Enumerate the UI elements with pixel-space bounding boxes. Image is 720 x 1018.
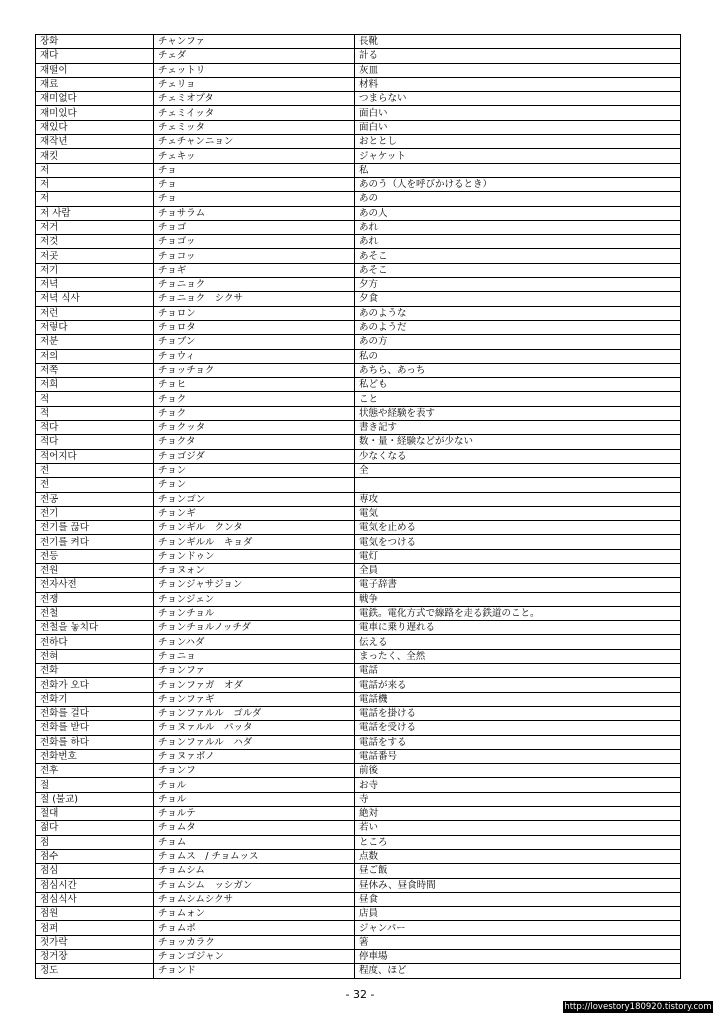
katakana-reading-cell: チョニョ — [154, 649, 355, 663]
table-row — [36, 606, 681, 620]
katakana-reading-cell: チョンゴジャン — [154, 950, 355, 964]
table-row — [36, 392, 681, 406]
korean-word-cell: 절 (불교) — [36, 792, 154, 806]
table-row — [36, 335, 681, 349]
katakana-reading-cell: チョムタ — [154, 821, 355, 835]
korean-word-cell: 전기를 끊다 — [36, 521, 154, 535]
katakana-reading-cell: チョギ — [154, 263, 355, 277]
japanese-meaning-cell: 私 — [355, 163, 681, 177]
japanese-meaning-cell: 数・量・経験などが少ない — [355, 435, 681, 449]
katakana-reading-cell: チョロタ — [154, 320, 355, 334]
katakana-reading-cell: チョニョク シクサ — [154, 292, 355, 306]
table-row — [36, 35, 681, 49]
japanese-meaning-cell: ところ — [355, 835, 681, 849]
table-row — [36, 363, 681, 377]
table-row — [36, 235, 681, 249]
korean-word-cell: 저녁 식사 — [36, 292, 154, 306]
korean-word-cell: 점 — [36, 835, 154, 849]
vocabulary-table — [35, 34, 681, 979]
katakana-reading-cell: チョ — [154, 163, 355, 177]
korean-word-cell: 전하다 — [36, 635, 154, 649]
japanese-meaning-cell: 前後 — [355, 764, 681, 778]
table-row — [36, 177, 681, 191]
table-row — [36, 907, 681, 921]
japanese-meaning-cell: 電気 — [355, 506, 681, 520]
table-row — [36, 320, 681, 334]
japanese-meaning-cell — [355, 478, 681, 492]
katakana-reading-cell: チェリョ — [154, 77, 355, 91]
table-row — [36, 135, 681, 149]
table-row — [36, 864, 681, 878]
katakana-reading-cell: チャンファ — [154, 35, 355, 49]
table-row — [36, 549, 681, 563]
japanese-meaning-cell: まったく、全然 — [355, 649, 681, 663]
japanese-meaning-cell: あちら、あっち — [355, 363, 681, 377]
korean-word-cell: 전후 — [36, 764, 154, 778]
korean-word-cell: 저희 — [36, 378, 154, 392]
japanese-meaning-cell: 夕方 — [355, 278, 681, 292]
katakana-reading-cell: チョムシム — [154, 864, 355, 878]
japanese-meaning-cell: 箸 — [355, 935, 681, 949]
korean-word-cell: 저의 — [36, 349, 154, 363]
korean-word-cell: 저녁 — [36, 278, 154, 292]
table-row — [36, 821, 681, 835]
vocabulary-table-body — [36, 35, 681, 979]
korean-word-cell: 적 — [36, 392, 154, 406]
korean-word-cell: 적어지다 — [36, 449, 154, 463]
table-row — [36, 749, 681, 763]
korean-word-cell: 전기를 켜다 — [36, 535, 154, 549]
korean-word-cell: 정도 — [36, 964, 154, 978]
table-row — [36, 506, 681, 520]
table-row — [36, 521, 681, 535]
table-row — [36, 192, 681, 206]
korean-word-cell: 정거장 — [36, 950, 154, 964]
table-row — [36, 249, 681, 263]
japanese-meaning-cell: 電灯 — [355, 549, 681, 563]
table-row — [36, 664, 681, 678]
katakana-reading-cell: チョムォン — [154, 907, 355, 921]
katakana-reading-cell: チョムシムシクサ — [154, 892, 355, 906]
japanese-meaning-cell: あのようだ — [355, 320, 681, 334]
katakana-reading-cell: チョムス / チョムッス — [154, 849, 355, 863]
japanese-meaning-cell: 夕食 — [355, 292, 681, 306]
japanese-meaning-cell: 灰皿 — [355, 63, 681, 77]
table-row — [36, 492, 681, 506]
watermark-url: http://lovestory180920.tistory.com — [564, 1002, 712, 1012]
table-row — [36, 349, 681, 363]
japanese-meaning-cell: あそこ — [355, 263, 681, 277]
japanese-meaning-cell: 寺 — [355, 792, 681, 806]
katakana-reading-cell: チョンジャサジョン — [154, 578, 355, 592]
table-row — [36, 706, 681, 720]
korean-word-cell: 전원 — [36, 563, 154, 577]
korean-word-cell: 전 — [36, 463, 154, 477]
japanese-meaning-cell: 昼食 — [355, 892, 681, 906]
korean-word-cell: 점심 — [36, 864, 154, 878]
japanese-meaning-cell: 状態や経験を表す — [355, 406, 681, 420]
japanese-meaning-cell: 面白い — [355, 106, 681, 120]
table-row — [36, 92, 681, 106]
korean-word-cell: 점심식사 — [36, 892, 154, 906]
table-row — [36, 635, 681, 649]
katakana-reading-cell: チョンファルル ゴルダ — [154, 706, 355, 720]
katakana-reading-cell: チョ — [154, 192, 355, 206]
katakana-reading-cell: チェミイッタ — [154, 106, 355, 120]
japanese-meaning-cell: あの方 — [355, 335, 681, 349]
japanese-meaning-cell: 電車に乗り遅れる — [355, 621, 681, 635]
table-row — [36, 449, 681, 463]
japanese-meaning-cell: あの — [355, 192, 681, 206]
table-row — [36, 263, 681, 277]
japanese-meaning-cell: お寺 — [355, 778, 681, 792]
katakana-reading-cell: チョゴ — [154, 220, 355, 234]
korean-word-cell: 젓가락 — [36, 935, 154, 949]
korean-word-cell: 장화 — [36, 35, 154, 49]
table-row — [36, 106, 681, 120]
korean-word-cell: 전 — [36, 478, 154, 492]
japanese-meaning-cell: 全 — [355, 463, 681, 477]
katakana-reading-cell: チョンハダ — [154, 635, 355, 649]
katakana-reading-cell: チョニョク — [154, 278, 355, 292]
japanese-meaning-cell: 電話 — [355, 664, 681, 678]
table-row — [36, 849, 681, 863]
japanese-meaning-cell: 材料 — [355, 77, 681, 91]
korean-word-cell: 저렇다 — [36, 320, 154, 334]
japanese-meaning-cell: あのう（人を呼びかけるとき） — [355, 177, 681, 191]
korean-word-cell: 점퍼 — [36, 921, 154, 935]
japanese-meaning-cell: 専攻 — [355, 492, 681, 506]
katakana-reading-cell: チェミッタ — [154, 120, 355, 134]
japanese-meaning-cell: 電話が来る — [355, 678, 681, 692]
katakana-reading-cell: チョンチョル — [154, 606, 355, 620]
korean-word-cell: 저곳 — [36, 249, 154, 263]
katakana-reading-cell: チョムシム ッシガン — [154, 878, 355, 892]
vocabulary-sheet — [35, 34, 680, 979]
japanese-meaning-cell: 若い — [355, 821, 681, 835]
japanese-meaning-cell: 電鉄。電化方式で線路を走る鉄道のこと。 — [355, 606, 681, 620]
katakana-reading-cell: チェダ — [154, 49, 355, 63]
katakana-reading-cell: チョヒ — [154, 378, 355, 392]
japanese-meaning-cell: 戦争 — [355, 592, 681, 606]
korean-word-cell: 재미없다 — [36, 92, 154, 106]
korean-word-cell: 전쟁 — [36, 592, 154, 606]
korean-word-cell: 재작년 — [36, 135, 154, 149]
korean-word-cell: 저런 — [36, 306, 154, 320]
katakana-reading-cell: チョク — [154, 406, 355, 420]
katakana-reading-cell: チョン — [154, 478, 355, 492]
korean-word-cell: 점수 — [36, 849, 154, 863]
table-row — [36, 421, 681, 435]
japanese-meaning-cell: ジャンパー — [355, 921, 681, 935]
japanese-meaning-cell: 店員 — [355, 907, 681, 921]
japanese-meaning-cell: 私の — [355, 349, 681, 363]
table-row — [36, 592, 681, 606]
page-number: - 32 - — [345, 988, 375, 1001]
katakana-reading-cell: チョンド — [154, 964, 355, 978]
korean-word-cell: 절 — [36, 778, 154, 792]
korean-word-cell: 저거 — [36, 220, 154, 234]
japanese-meaning-cell: あのような — [355, 306, 681, 320]
katakana-reading-cell: チョ — [154, 177, 355, 191]
japanese-meaning-cell: あの人 — [355, 206, 681, 220]
table-row — [36, 563, 681, 577]
table-row — [36, 878, 681, 892]
japanese-meaning-cell: 程度、ほど — [355, 964, 681, 978]
table-row — [36, 778, 681, 792]
katakana-reading-cell: チョゴジダ — [154, 449, 355, 463]
japanese-meaning-cell: 電気を止める — [355, 521, 681, 535]
table-row — [36, 621, 681, 635]
katakana-reading-cell: チョヌァボノ — [154, 749, 355, 763]
korean-word-cell: 전등 — [36, 549, 154, 563]
japanese-meaning-cell: 停車場 — [355, 950, 681, 964]
katakana-reading-cell: チョンフ — [154, 764, 355, 778]
table-row — [36, 721, 681, 735]
table-row — [36, 764, 681, 778]
japanese-meaning-cell: あそこ — [355, 249, 681, 263]
japanese-meaning-cell: 昼ご飯 — [355, 864, 681, 878]
korean-word-cell: 점심시간 — [36, 878, 154, 892]
japanese-meaning-cell: 長靴 — [355, 35, 681, 49]
korean-word-cell: 재미있다 — [36, 106, 154, 120]
table-row — [36, 792, 681, 806]
katakana-reading-cell: チョク — [154, 392, 355, 406]
table-row — [36, 206, 681, 220]
katakana-reading-cell: チェミオプタ — [154, 92, 355, 106]
table-row — [36, 950, 681, 964]
korean-word-cell: 전철 — [36, 606, 154, 620]
table-row — [36, 478, 681, 492]
korean-word-cell: 전혀 — [36, 649, 154, 663]
katakana-reading-cell: チョンジェン — [154, 592, 355, 606]
korean-word-cell: 저기 — [36, 263, 154, 277]
table-row — [36, 378, 681, 392]
katakana-reading-cell: チェキッ — [154, 149, 355, 163]
katakana-reading-cell: チョンギル クンタ — [154, 521, 355, 535]
korean-word-cell: 재다 — [36, 49, 154, 63]
japanese-meaning-cell: あれ — [355, 220, 681, 234]
japanese-meaning-cell: 面白い — [355, 120, 681, 134]
katakana-reading-cell: チェットリ — [154, 63, 355, 77]
table-row — [36, 278, 681, 292]
katakana-reading-cell: チョンギルル キョダ — [154, 535, 355, 549]
japanese-meaning-cell: 電気をつける — [355, 535, 681, 549]
table-row — [36, 678, 681, 692]
katakana-reading-cell: チョサラム — [154, 206, 355, 220]
table-row — [36, 935, 681, 949]
katakana-reading-cell: チョル — [154, 778, 355, 792]
table-row — [36, 120, 681, 134]
japanese-meaning-cell: 電話をする — [355, 735, 681, 749]
japanese-meaning-cell: 電話を掛ける — [355, 706, 681, 720]
katakana-reading-cell: チョンファ — [154, 664, 355, 678]
table-row — [36, 77, 681, 91]
korean-word-cell: 전자사전 — [36, 578, 154, 592]
table-row — [36, 292, 681, 306]
table-row — [36, 735, 681, 749]
japanese-meaning-cell: 電話を受ける — [355, 721, 681, 735]
katakana-reading-cell: チョンチョルノッチダ — [154, 621, 355, 635]
japanese-meaning-cell: つまらない — [355, 92, 681, 106]
katakana-reading-cell: チョコッ — [154, 249, 355, 263]
japanese-meaning-cell: ジャケット — [355, 149, 681, 163]
korean-word-cell: 절대 — [36, 807, 154, 821]
korean-word-cell: 저 — [36, 163, 154, 177]
korean-word-cell: 재있다 — [36, 120, 154, 134]
japanese-meaning-cell: 全員 — [355, 563, 681, 577]
katakana-reading-cell: チョゴッ — [154, 235, 355, 249]
korean-word-cell: 재료 — [36, 77, 154, 91]
katakana-reading-cell: チョムポ — [154, 921, 355, 935]
japanese-meaning-cell: 私ども — [355, 378, 681, 392]
korean-word-cell: 전화 — [36, 664, 154, 678]
table-row — [36, 578, 681, 592]
katakana-reading-cell: チョルテ — [154, 807, 355, 821]
katakana-reading-cell: チョッカラク — [154, 935, 355, 949]
katakana-reading-cell: チョブン — [154, 335, 355, 349]
katakana-reading-cell: チョロン — [154, 306, 355, 320]
table-row — [36, 964, 681, 978]
korean-word-cell: 재떨이 — [36, 63, 154, 77]
korean-word-cell: 전화를 받다 — [36, 721, 154, 735]
table-row — [36, 220, 681, 234]
table-row — [36, 807, 681, 821]
korean-word-cell: 전화를 걸다 — [36, 706, 154, 720]
table-row — [36, 692, 681, 706]
korean-word-cell: 재킷 — [36, 149, 154, 163]
table-row — [36, 649, 681, 663]
korean-word-cell: 젊다 — [36, 821, 154, 835]
table-row — [36, 63, 681, 77]
korean-word-cell: 저 — [36, 192, 154, 206]
katakana-reading-cell: チョンギ — [154, 506, 355, 520]
japanese-meaning-cell: 計る — [355, 49, 681, 63]
katakana-reading-cell: チョクッタ — [154, 421, 355, 435]
japanese-meaning-cell: あれ — [355, 235, 681, 249]
korean-word-cell: 전기 — [36, 506, 154, 520]
katakana-reading-cell: チョル — [154, 792, 355, 806]
korean-word-cell: 저 — [36, 177, 154, 191]
korean-word-cell: 저분 — [36, 335, 154, 349]
katakana-reading-cell: チョンファガ オダ — [154, 678, 355, 692]
japanese-meaning-cell: 書き記す — [355, 421, 681, 435]
japanese-meaning-cell: こと — [355, 392, 681, 406]
katakana-reading-cell: チョヌァルル パッタ — [154, 721, 355, 735]
katakana-reading-cell: チョヌォン — [154, 563, 355, 577]
korean-word-cell: 전화를 하다 — [36, 735, 154, 749]
korean-word-cell: 적다 — [36, 435, 154, 449]
katakana-reading-cell: チェチャンニョン — [154, 135, 355, 149]
korean-word-cell: 점원 — [36, 907, 154, 921]
table-row — [36, 535, 681, 549]
table-row — [36, 463, 681, 477]
katakana-reading-cell: チョクタ — [154, 435, 355, 449]
katakana-reading-cell: チョンファギ — [154, 692, 355, 706]
korean-word-cell: 전화번호 — [36, 749, 154, 763]
japanese-meaning-cell: 伝える — [355, 635, 681, 649]
table-row — [36, 406, 681, 420]
korean-word-cell: 저쪽 — [36, 363, 154, 377]
korean-word-cell: 전철을 놓치다 — [36, 621, 154, 635]
japanese-meaning-cell: 絶対 — [355, 807, 681, 821]
korean-word-cell: 저 사람 — [36, 206, 154, 220]
japanese-meaning-cell: 昼休み、昼食時間 — [355, 878, 681, 892]
katakana-reading-cell: チョンファルル ハダ — [154, 735, 355, 749]
table-row — [36, 892, 681, 906]
katakana-reading-cell: チョン — [154, 463, 355, 477]
korean-word-cell: 적다 — [36, 421, 154, 435]
table-row — [36, 435, 681, 449]
japanese-meaning-cell: 電話番号 — [355, 749, 681, 763]
japanese-meaning-cell: おととし — [355, 135, 681, 149]
korean-word-cell: 적 — [36, 406, 154, 420]
korean-word-cell: 저것 — [36, 235, 154, 249]
korean-word-cell: 전공 — [36, 492, 154, 506]
table-row — [36, 921, 681, 935]
japanese-meaning-cell: 電子辞書 — [355, 578, 681, 592]
table-row — [36, 306, 681, 320]
table-row — [36, 835, 681, 849]
katakana-reading-cell: チョッチョク — [154, 363, 355, 377]
korean-word-cell: 전화가 오다 — [36, 678, 154, 692]
katakana-reading-cell: チョム — [154, 835, 355, 849]
japanese-meaning-cell: 電話機 — [355, 692, 681, 706]
table-row — [36, 163, 681, 177]
japanese-meaning-cell: 点数 — [355, 849, 681, 863]
table-row — [36, 49, 681, 63]
katakana-reading-cell: チョウィ — [154, 349, 355, 363]
table-row — [36, 149, 681, 163]
korean-word-cell: 전화기 — [36, 692, 154, 706]
katakana-reading-cell: チョンドゥン — [154, 549, 355, 563]
katakana-reading-cell: チョンゴン — [154, 492, 355, 506]
japanese-meaning-cell: 少なくなる — [355, 449, 681, 463]
